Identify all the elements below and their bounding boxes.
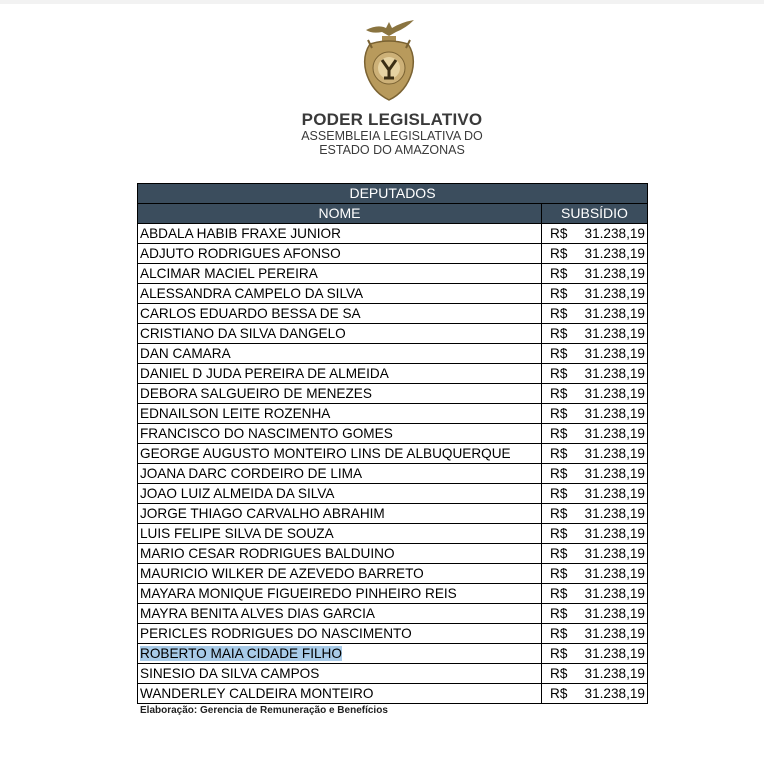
subsidy-cell xyxy=(542,604,648,624)
subsidy-value: 31.238,19 xyxy=(584,406,645,421)
subsidy-value: 31.238,19 xyxy=(584,246,645,261)
subsidy-value: 31.238,19 xyxy=(584,326,645,341)
table-row xyxy=(138,544,648,564)
deputy-name-cell xyxy=(138,224,542,244)
subsidy-cell xyxy=(542,664,648,684)
table-group-header-row xyxy=(138,184,648,204)
table-row xyxy=(138,224,648,244)
subsidy-value: 31.238,19 xyxy=(584,526,645,541)
table-row xyxy=(138,664,648,684)
currency-symbol: R$ xyxy=(550,606,568,621)
subsidy-value: 31.238,19 xyxy=(584,666,645,681)
subsidy-value: 31.238,19 xyxy=(584,626,645,641)
table-row xyxy=(138,364,648,384)
table-column-header-row xyxy=(138,204,648,224)
subsidy-cell xyxy=(542,264,648,284)
deputy-name: DANIEL D JUDA PEREIRA DE ALMEIDA xyxy=(140,366,389,381)
table-body xyxy=(138,224,648,704)
table-row xyxy=(138,604,648,624)
deputy-name: LUIS FELIPE SILVA DE SOUZA xyxy=(140,526,334,541)
deputy-name: DAN CAMARA xyxy=(140,346,231,361)
currency-symbol: R$ xyxy=(550,646,568,661)
deputy-name-cell xyxy=(138,564,542,584)
subsidy-value: 31.238,19 xyxy=(584,306,645,321)
deputy-name-cell xyxy=(138,544,542,564)
deputy-name: GEORGE AUGUSTO MONTEIRO LINS DE ALBUQUERQUE xyxy=(140,446,511,461)
deputy-name-cell xyxy=(138,484,542,504)
subsidy-cell xyxy=(542,344,648,364)
subsidy-value: 31.238,19 xyxy=(584,386,645,401)
subsidy-value: 31.238,19 xyxy=(584,346,645,361)
deputy-name: FRANCISCO DO NASCIMENTO GOMES xyxy=(140,426,393,441)
table-row xyxy=(138,624,648,644)
deputy-name-cell xyxy=(138,584,542,604)
currency-symbol: R$ xyxy=(550,326,568,341)
currency-symbol: R$ xyxy=(550,526,568,541)
currency-symbol: R$ xyxy=(550,506,568,521)
subsidy-cell xyxy=(542,284,648,304)
currency-symbol: R$ xyxy=(550,226,568,241)
subsidy-cell xyxy=(542,484,648,504)
table-row xyxy=(138,284,648,304)
deputy-name: ALESSANDRA CAMPELO DA SILVA xyxy=(140,286,364,301)
table-row xyxy=(138,524,648,544)
deputy-name-cell xyxy=(138,624,542,644)
subsidy-value: 31.238,19 xyxy=(584,566,645,581)
coat-of-arms-icon xyxy=(358,14,420,106)
deputy-name-cell xyxy=(138,364,542,384)
subsidy-cell xyxy=(542,424,648,444)
currency-symbol: R$ xyxy=(550,566,568,581)
currency-symbol: R$ xyxy=(550,406,568,421)
deputy-name-cell xyxy=(138,464,542,484)
deputy-name: ADJUTO RODRIGUES AFONSO xyxy=(140,246,341,261)
currency-symbol: R$ xyxy=(550,586,568,601)
deputy-name: EDNAILSON LEITE ROZENHA xyxy=(140,406,331,421)
deputy-name: ROBERTO MAIA CIDADE FILHO xyxy=(140,646,342,661)
table-row xyxy=(138,564,648,584)
subsidy-value: 31.238,19 xyxy=(584,446,645,461)
subsidy-cell xyxy=(542,364,648,384)
table-row xyxy=(138,344,648,364)
subsidy-cell xyxy=(542,464,648,484)
subsidy-value: 31.238,19 xyxy=(584,686,645,701)
currency-symbol: R$ xyxy=(550,246,568,261)
deputy-name-cell xyxy=(138,344,542,364)
subsidy-value: 31.238,19 xyxy=(584,366,645,381)
deputy-name: ALCIMAR MACIEL PEREIRA xyxy=(140,266,318,281)
subsidy-value: 31.238,19 xyxy=(584,606,645,621)
deputy-name-cell xyxy=(138,244,542,264)
group-header: DEPUTADOS xyxy=(138,184,648,204)
subsidy-cell xyxy=(542,584,648,604)
currency-symbol: R$ xyxy=(550,486,568,501)
subsidy-cell xyxy=(542,384,648,404)
deputy-name-cell xyxy=(138,404,542,424)
deputy-name-cell xyxy=(138,664,542,684)
deputy-name-cell xyxy=(138,524,542,544)
table-row xyxy=(138,464,648,484)
deputy-name: JORGE THIAGO CARVALHO ABRAHIM xyxy=(140,506,385,521)
table-row xyxy=(138,264,648,284)
currency-symbol: R$ xyxy=(550,466,568,481)
deputy-name-cell xyxy=(138,304,542,324)
table-row xyxy=(138,324,648,344)
subsidy-cell xyxy=(542,644,648,664)
column-header-subsidy: SUBSÍDIO xyxy=(542,204,648,224)
institution-line-2: ESTADO DO AMAZONAS xyxy=(319,143,465,157)
currency-symbol: R$ xyxy=(550,546,568,561)
deputies-table xyxy=(137,183,648,704)
table-row xyxy=(138,584,648,604)
footer-note: Elaboração: Gerencia de Remuneração e Benefícios xyxy=(140,705,388,716)
table-row xyxy=(138,504,648,524)
deputy-name: WANDERLEY CALDEIRA MONTEIRO xyxy=(140,686,374,701)
subsidy-cell xyxy=(542,564,648,584)
subsidy-cell xyxy=(542,624,648,644)
table-row xyxy=(138,404,648,424)
table-row xyxy=(138,304,648,324)
deputy-name: MAURICIO WILKER DE AZEVEDO BARRETO xyxy=(140,566,424,581)
subsidy-cell xyxy=(542,684,648,704)
currency-symbol: R$ xyxy=(550,686,568,701)
currency-symbol: R$ xyxy=(550,626,568,641)
subsidy-cell xyxy=(542,524,648,544)
currency-symbol: R$ xyxy=(550,386,568,401)
deputy-name-cell xyxy=(138,384,542,404)
deputy-name: SINESIO DA SILVA CAMPOS xyxy=(140,666,320,681)
deputy-name: ABDALA HABIB FRAXE JUNIOR xyxy=(140,226,341,241)
deputy-name: PERICLES RODRIGUES DO NASCIMENTO xyxy=(140,626,412,641)
deputy-name-cell xyxy=(138,264,542,284)
deputy-name-cell xyxy=(138,604,542,624)
deputy-name-cell xyxy=(138,444,542,464)
table-row xyxy=(138,684,648,704)
subsidy-cell xyxy=(542,324,648,344)
subsidy-cell xyxy=(542,244,648,264)
currency-symbol: R$ xyxy=(550,426,568,441)
subsidy-value: 31.238,19 xyxy=(584,546,645,561)
top-border xyxy=(0,0,764,4)
subsidy-value: 31.238,19 xyxy=(584,266,645,281)
currency-symbol: R$ xyxy=(550,266,568,281)
subsidy-value: 31.238,19 xyxy=(584,506,645,521)
deputy-name-cell xyxy=(138,644,542,664)
deputy-name: MAYRA BENITA ALVES DIAS GARCIA xyxy=(140,606,375,621)
deputy-name-cell xyxy=(138,504,542,524)
subsidy-cell xyxy=(542,304,648,324)
subsidy-value: 31.238,19 xyxy=(584,486,645,501)
subsidy-value: 31.238,19 xyxy=(584,586,645,601)
subsidy-value: 31.238,19 xyxy=(584,286,645,301)
deputy-name: MAYARA MONIQUE FIGUEIREDO PINHEIRO REIS xyxy=(140,586,457,601)
subsidy-cell xyxy=(542,224,648,244)
currency-symbol: R$ xyxy=(550,346,568,361)
deputy-name-cell xyxy=(138,684,542,704)
deputy-name: CRISTIANO DA SILVA DANGELO xyxy=(140,326,346,341)
subsidy-cell xyxy=(542,404,648,424)
currency-symbol: R$ xyxy=(550,446,568,461)
deputy-name: DEBORA SALGUEIRO DE MENEZES xyxy=(140,386,372,401)
table-row xyxy=(138,444,648,464)
table-row xyxy=(138,384,648,404)
table-row xyxy=(138,644,648,664)
column-header-name: NOME xyxy=(138,204,542,224)
deputy-name: JOAO LUIZ ALMEIDA DA SILVA xyxy=(140,486,335,501)
currency-symbol: R$ xyxy=(550,306,568,321)
subsidy-value: 31.238,19 xyxy=(584,466,645,481)
deputy-name-cell xyxy=(138,324,542,344)
deputy-name: CARLOS EDUARDO BESSA DE SA xyxy=(140,306,361,321)
deputy-name-cell xyxy=(138,424,542,444)
table-row xyxy=(138,244,648,264)
page-title: PODER LEGISLATIVO xyxy=(301,110,483,129)
currency-symbol: R$ xyxy=(550,286,568,301)
subsidy-value: 31.238,19 xyxy=(584,226,645,241)
institution-line-1: ASSEMBLEIA LEGISLATIVA DO xyxy=(301,129,483,143)
subsidy-cell xyxy=(542,544,648,564)
deputy-name: MARIO CESAR RODRIGUES BALDUINO xyxy=(140,546,395,561)
subsidy-cell xyxy=(542,504,648,524)
deputy-name-cell xyxy=(138,284,542,304)
subsidy-cell xyxy=(542,444,648,464)
subsidy-value: 31.238,19 xyxy=(584,426,645,441)
deputy-name: JOANA DARC CORDEIRO DE LIMA xyxy=(140,466,363,481)
subsidy-value: 31.238,19 xyxy=(584,646,645,661)
table-row xyxy=(138,484,648,504)
currency-symbol: R$ xyxy=(550,366,568,381)
table-row xyxy=(138,424,648,444)
currency-symbol: R$ xyxy=(550,666,568,681)
